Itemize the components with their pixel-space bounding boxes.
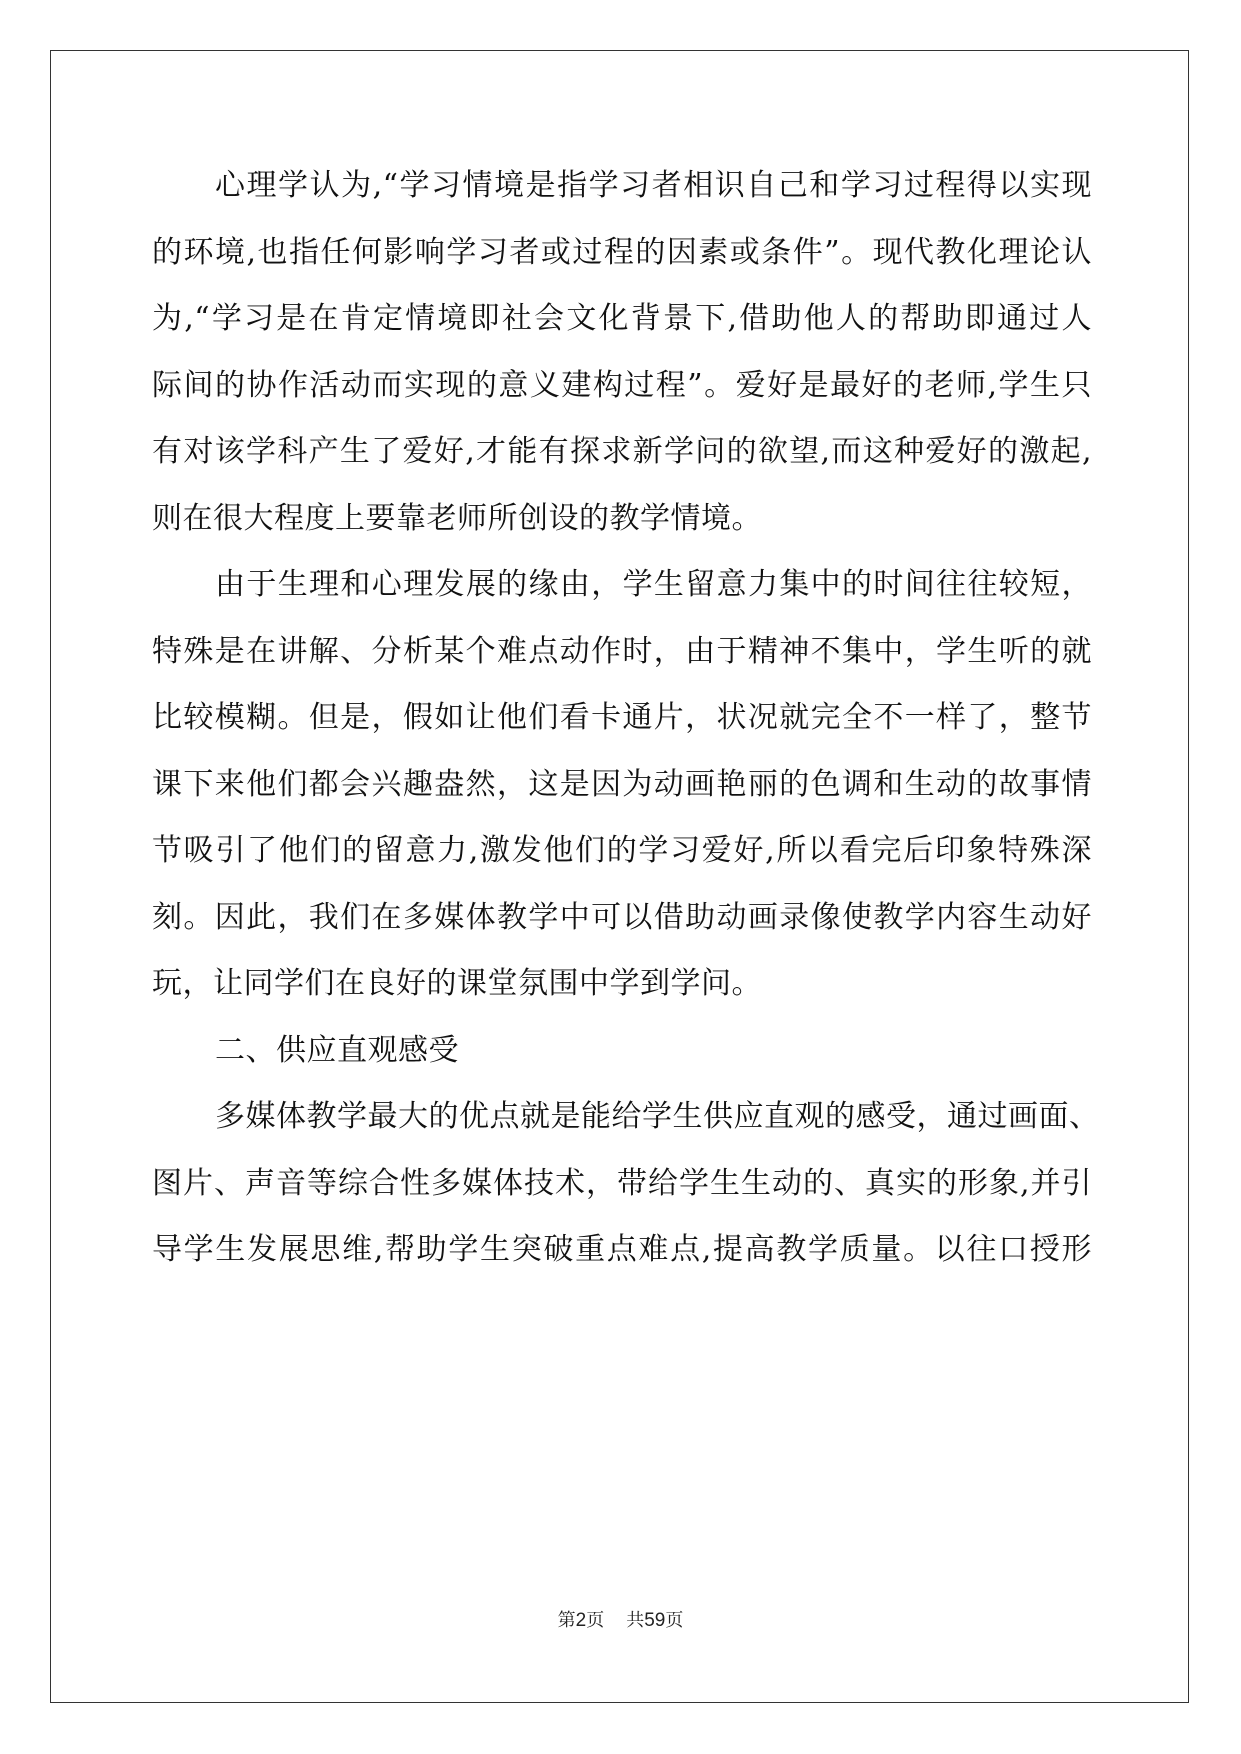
paragraph-line: 节吸引了他们的留意力,激发他们的学习爱好,所以看完后印象特殊深 — [152, 833, 1092, 868]
page-footer — [0, 1606, 1241, 1632]
paragraph-line: 课下来他们都会兴趣盎然，这是因为动画艳丽的色调和生动的故事情 — [152, 766, 1092, 802]
paragraph-line: 玩，让同学们在良好的课堂氛围中学到学问。 — [152, 966, 762, 1001]
footer-prefix: 第 — [557, 1610, 576, 1631]
total-pages: 59 — [644, 1610, 666, 1631]
paragraph-line: 有对该学科产生了爱好,才能有探求新学问的欲望,而这种爱好的激起, — [152, 434, 1092, 469]
document-body — [152, 162, 1100, 1293]
paragraph-line: 由于生理和心理发展的缘由，学生留意力集中的时间往往较短， — [215, 567, 1092, 602]
paragraph-line: 际间的协作活动而实现的意义建构过程”。爱好是最好的老师,学生只 — [152, 367, 1092, 403]
paragraph-line: 刻。因此，我们在多媒体教学中可以借助动画录像使教学内容生动好 — [152, 899, 1092, 935]
paragraph-line: 图片、声音等综合性多媒体技术，带给学生生动的、真实的形象,并引 — [152, 1165, 1092, 1201]
paragraph-line: 多媒体教学最大的优点就是能给学生供应直观的感受，通过画面、 — [215, 1099, 1100, 1134]
paragraph-line: 为,“学习是在肯定情境即社会文化背景下,借助他人的帮助即通过人 — [152, 301, 1092, 336]
paragraph-line: 比较模糊。但是，假如让他们看卡通片，状况就完全不一样了，整节 — [152, 700, 1092, 735]
paragraph-line: 的环境,也指任何影响学习者或过程的因素或条件”。现代教化理论认 — [152, 234, 1092, 270]
section-heading: 二、供应直观感受 — [215, 1032, 459, 1068]
paragraph-line: 心理学认为,“学习情境是指学习者相识自己和学习过程得以实现 — [215, 168, 1092, 203]
paragraph-line: 导学生发展思维,帮助学生突破重点难点,提高教学质量。以往口授形 — [152, 1232, 1092, 1267]
paragraph-line: 特殊是在讲解、分析某个难点动作时，由于精神不集中，学生听的就 — [152, 633, 1092, 669]
footer-page-suffix: 页 — [586, 1610, 605, 1631]
page-number: 2 — [575, 1610, 587, 1631]
footer-total-prefix: 共 — [626, 1610, 645, 1631]
paragraph-line: 则在很大程度上要靠老师所创设的教学情境。 — [152, 500, 762, 536]
footer-total-suffix: 页 — [665, 1610, 684, 1631]
